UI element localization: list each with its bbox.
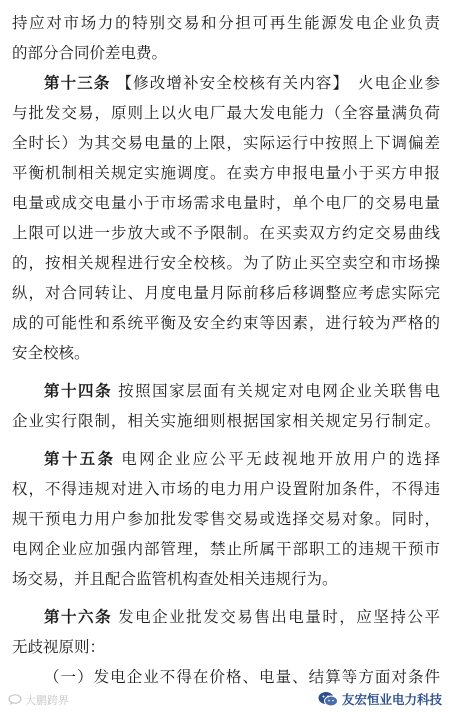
article-16-first-line <box>44 602 440 632</box>
text-line: （一）发电企业不得在价格、电量、结算等方面对条件 <box>44 668 440 686</box>
watermark-right <box>318 690 442 708</box>
article-14-first-line <box>44 376 440 406</box>
wechat-icon <box>318 691 338 708</box>
text-line: 无歧视原则： <box>12 638 106 656</box>
text-line: 电网企业应加强内部管理，禁止所属干部职工的违规干预市 <box>12 540 440 558</box>
text-line: 平衡机制相关规定实施调度。在卖方申报电量小于买方申报 <box>12 164 440 182</box>
text-line: 安全校核。 <box>12 344 90 362</box>
text-line: 场交易，并且配合监管机构查处相关违规行为。 <box>12 570 338 588</box>
text-line: 的，按相关规程进行安全校核。为了防止买空卖空和市场操 <box>12 254 440 272</box>
text-line: 持应对市场力的特别交易和分担可再生能源发电企业负责 <box>12 14 440 32</box>
article-13-heading: 第十三条 <box>44 74 111 92</box>
text-line: 成的可能性和系统平衡及安全约束等因素，进行较为严格的 <box>12 314 440 332</box>
article-15-first-line <box>44 444 440 474</box>
text-line: 规干预电力用户参加批发零售交易或选择交易对象。同时， <box>12 510 440 528</box>
text-line: 按照国家层面有关规定对电网企业关联售电 <box>118 382 440 400</box>
text-line: 【修改增补安全校核有关内容】 火电企业参 <box>116 74 440 92</box>
watermark-right-text: 友宏恒业电力科技 <box>341 692 442 707</box>
article-15-heading: 第十五条 <box>44 450 116 468</box>
article-13-first-line <box>44 68 440 98</box>
text-line: 电网企业应公平无歧视地开放用户的选择 <box>121 450 440 468</box>
watermark-left-text: 大鹏跨界 <box>25 694 69 707</box>
text-line: 权，不得违规对进入市场的电力用户设置附加条件，不得违 <box>12 480 440 498</box>
watermark-left <box>8 692 69 708</box>
text-line: 的部分合同价差电费。 <box>12 44 168 62</box>
text-line: 与批发交易，原则上以火电厂最大发电能力（全容量满负荷 <box>12 104 440 122</box>
text-line: 上限可以进一步放大或不予限制。在买卖双方约定交易曲线 <box>12 224 440 242</box>
watermark-bar <box>0 688 452 712</box>
article-16-heading: 第十六条 <box>44 608 113 626</box>
text-line: 全时长）为其交易电量的上限，实际运行中按照上下调偏差 <box>12 134 440 152</box>
text-line: 企业实行限制，相关实施细则根据国家相关规定另行制定。 <box>12 412 440 430</box>
text-line: 电量或成交电量小于市场需求电量时，单个电厂的交易电量 <box>12 194 440 212</box>
text-line: 纵，对合同转让、月度电量月际前移后移调整应考虑实际完 <box>12 284 440 302</box>
chat-bubble-icon <box>8 694 22 706</box>
article-14-heading: 第十四条 <box>44 382 113 400</box>
text-line: 发电企业批发交易售出电量时，应坚持公平 <box>118 608 440 626</box>
